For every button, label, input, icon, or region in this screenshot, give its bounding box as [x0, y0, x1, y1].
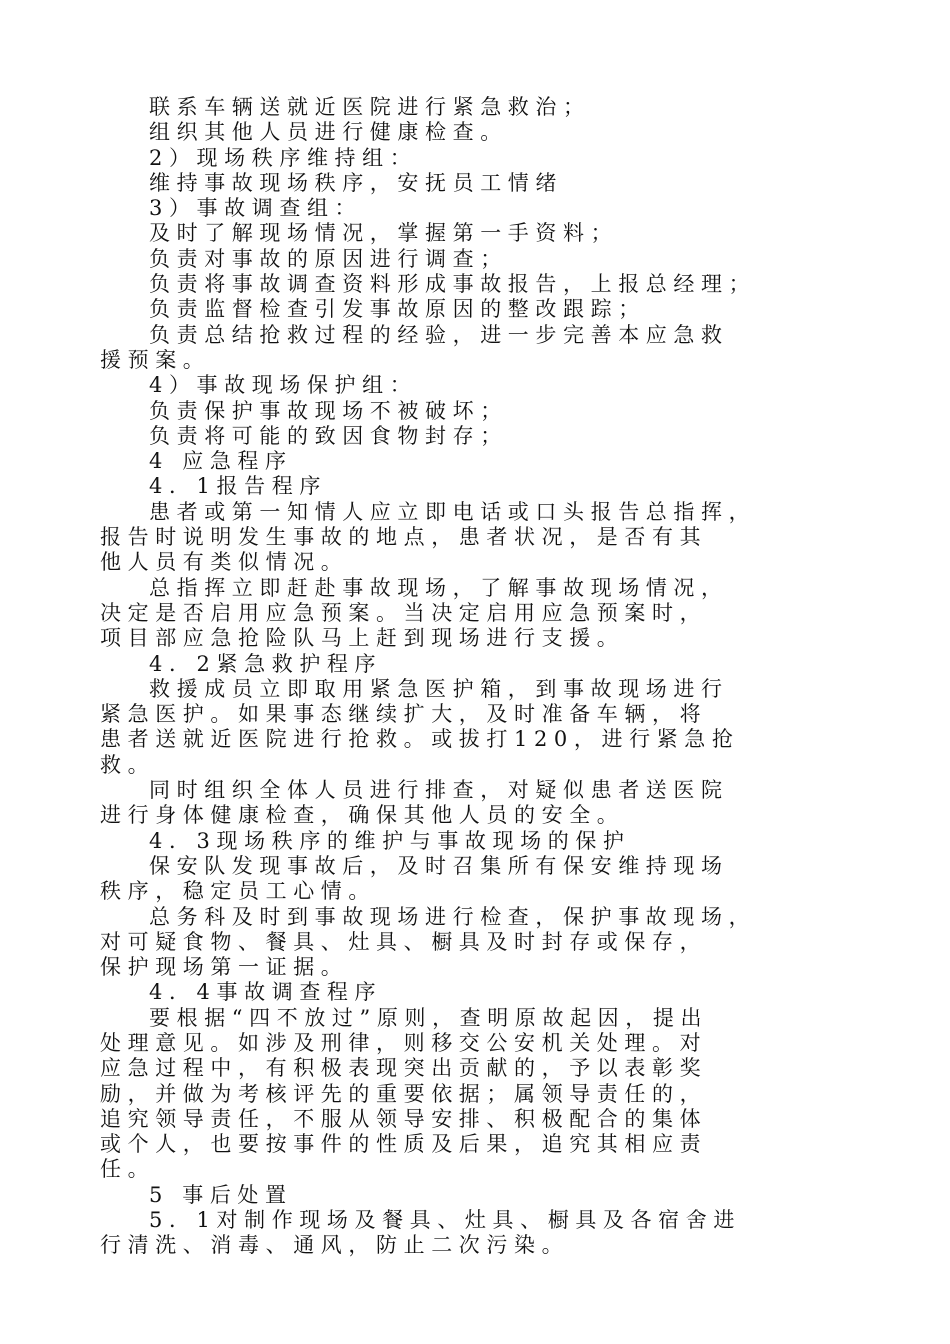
text-line: 4．3现场秩序的维护与事故现场的保护 [149, 828, 631, 853]
text-line: 任。 [100, 1157, 156, 1182]
text-line: 4）事故现场保护组： [149, 373, 418, 398]
text-line: 项目部应急抢险队马上赶到现场进行支援。 [100, 626, 625, 651]
text-line: 4．1报告程序 [149, 474, 327, 499]
text-line: 患者或第一知情人应立即电话或口头报告总指挥， [149, 499, 757, 524]
text-line: 2）现场秩序维持组： [149, 145, 418, 170]
text-line: 4．4事故调查程序 [149, 980, 383, 1005]
text-line: 负责将可能的致因食物封存； [149, 423, 508, 448]
text-line: 他人员有类似情况。 [100, 550, 349, 575]
text-line: 决定是否启用应急预案。当决定启用应急预案时， [100, 600, 708, 625]
text-line: 3）事故调查组： [149, 196, 363, 221]
text-line: 负责保护事故现场不被破坏； [149, 398, 508, 423]
text-line: 5 事后处置 [149, 1182, 293, 1207]
text-line: 5．1对制作现场及餐具、灶具、橱具及各宿舍进 [149, 1208, 741, 1233]
text-line: 负责监督检查引发事故原因的整改跟踪； [149, 297, 646, 322]
text-line: 负责对事故的原因进行调查； [149, 246, 508, 271]
text-line: 进行身体健康检查，确保其他人员的安全。 [100, 803, 625, 828]
text-line: 要根据“四不放过”原则，查明原故起因，提出 [149, 1005, 709, 1030]
text-line: 负责总结抢救过程的经验，进一步完善本应急救 [149, 322, 729, 347]
text-line: 维持事故现场秩序，安抚员工情绪 [149, 170, 563, 195]
text-line: 应急过程中，有积极表现突出贡献的，予以表彰奖 [100, 1056, 708, 1081]
text-line: 紧急医护。如果事态继续扩大，及时准备车辆，将 [100, 702, 708, 727]
text-line: 患者送就近医院进行抢救。或拔打120，进行紧急抢 [100, 727, 740, 752]
text-line: 总指挥立即赶赴事故现场，了解事故现场情况， [149, 575, 729, 600]
text-line: 秩序，稳定员工心情。 [100, 879, 376, 904]
text-line: 对可疑食物、餐具、灶具、橱具及时封存或保存， [100, 929, 708, 954]
text-line: 救援成员立即取用紧急医护箱，到事故现场进行 [149, 676, 729, 701]
text-line: 报告时说明发生事故的地点，患者状况，是否有其 [100, 525, 708, 550]
text-line: 或个人，也要按事件的性质及后果，追究其相应责 [100, 1132, 708, 1157]
text-line: 及时了解现场情况，掌握第一手资料； [149, 221, 619, 246]
text-line: 励，并做为考核评先的重要依据；属领导责任的， [100, 1081, 708, 1106]
text-line: 保护现场第一证据。 [100, 955, 349, 980]
document-body [100, 95, 870, 1259]
text-line: 组织其他人员进行健康检查。 [149, 120, 508, 145]
text-line: 联系车辆送就近医院进行紧急救治； [149, 95, 591, 119]
text-line: 4 应急程序 [149, 449, 293, 474]
text-line: 追究领导责任，不服从领导安排、积极配合的集体 [100, 1106, 708, 1131]
text-line: 援预案。 [100, 347, 211, 372]
text-line: 同时组织全体人员进行排查，对疑似患者送医院 [149, 778, 729, 803]
text-line: 行清洗、消毒、通风，防止二次污染。 [100, 1233, 570, 1258]
text-line: 负责将事故调查资料形成事故报告，上报总经理； [149, 272, 757, 297]
text-line: 救。 [100, 752, 156, 777]
text-line: 保安队发现事故后，及时召集所有保安维持现场 [149, 853, 729, 878]
text-line: 总务科及时到事故现场进行检查，保护事故现场， [149, 904, 757, 929]
text-line: 处理意见。如涉及刑律，则移交公安机关处理。对 [100, 1030, 708, 1055]
text-line: 4．2紧急救护程序 [149, 651, 383, 676]
